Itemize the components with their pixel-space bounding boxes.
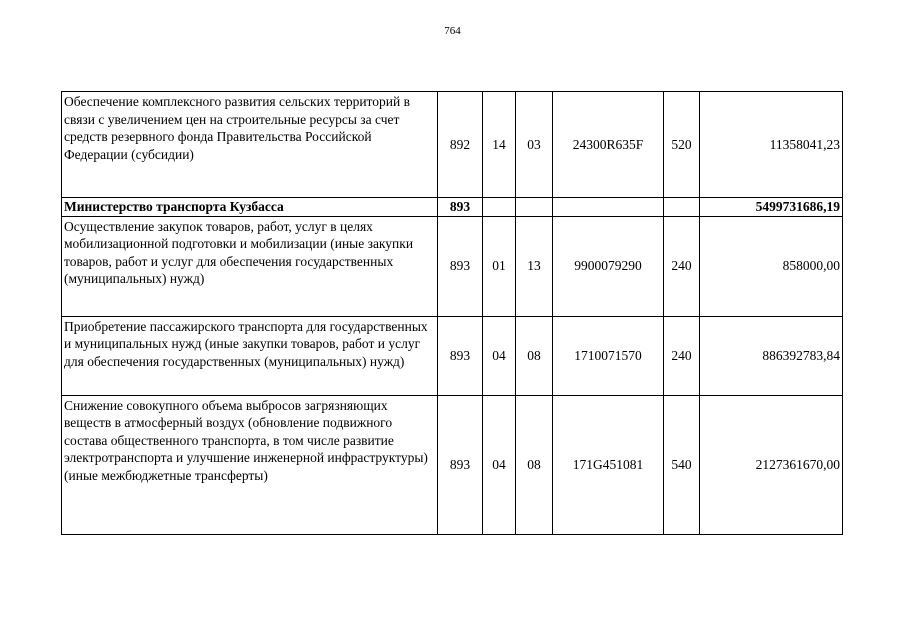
section-cell: 14: [483, 92, 516, 198]
subsection-cell: 13: [516, 216, 553, 316]
amount-cell: 858000,00: [700, 216, 843, 316]
row-description: Приобретение пассажирского транспорта для государственных и муниципальных нужд (иные закупки товаров, работ и услуг для обеспечения государственных (муниципальных) нужд): [62, 316, 438, 395]
subsection-cell: 03: [516, 92, 553, 198]
expense-type-cell: 240: [664, 316, 700, 395]
budget-table: [61, 91, 843, 535]
target-article-cell: 171G451081: [553, 395, 664, 534]
ministry-total-amount: 5499731686,19: [700, 198, 843, 217]
row-description: Осуществление закупок товаров, работ, услуг в целях мобилизационной подготовки и мобилизации (иные закупки товаров, работ и услуг для обеспечения государственных (муниципальных) нужд): [62, 216, 438, 316]
table-row: [62, 395, 843, 534]
section-cell: 01: [483, 216, 516, 316]
amount-cell: 2127361670,00: [700, 395, 843, 534]
table-row: [62, 316, 843, 395]
expense-type-cell: 540: [664, 395, 700, 534]
row-description: Обеспечение комплексного развития сельских территорий в связи с увеличением цен на строительные ресурсы за счет средств резервного фонда Правительства Российской Федерации (субсидии): [62, 92, 438, 198]
ministry-code-cell: 893: [438, 316, 483, 395]
amount-cell: 11358041,23: [700, 92, 843, 198]
page-number: 764: [444, 25, 461, 37]
section-cell: 04: [483, 316, 516, 395]
ministry-code-cell: 893: [438, 216, 483, 316]
expense-type-cell: 240: [664, 216, 700, 316]
table-row: [62, 216, 843, 316]
ministry-code-cell: 892: [438, 92, 483, 198]
subsection-cell: 08: [516, 395, 553, 534]
subsection-cell: [516, 198, 553, 217]
ministry-code-cell: 893: [438, 395, 483, 534]
amount-cell: 886392783,84: [700, 316, 843, 395]
target-article-cell: 1710071570: [553, 316, 664, 395]
ministry-name: Министерство транспорта Кузбасса: [62, 198, 438, 217]
ministry-code-cell: 893: [438, 198, 483, 217]
expense-type-cell: [664, 198, 700, 217]
section-cell: 04: [483, 395, 516, 534]
target-article-cell: 24300R635F: [553, 92, 664, 198]
subsection-cell: 08: [516, 316, 553, 395]
section-cell: [483, 198, 516, 217]
ministry-header-row: [62, 198, 843, 217]
expense-type-cell: 520: [664, 92, 700, 198]
target-article-cell: 9900079290: [553, 216, 664, 316]
target-article-cell: [553, 198, 664, 217]
row-description: Снижение совокупного объема выбросов загрязняющих веществ в атмосферный воздух (обновление подвижного состава общественного транспорта, в том числе развитие электротранспорта и улучшение инженерной инфраструктуры) (иные межбюджетные трансферты): [62, 395, 438, 534]
table-row: [62, 92, 843, 198]
